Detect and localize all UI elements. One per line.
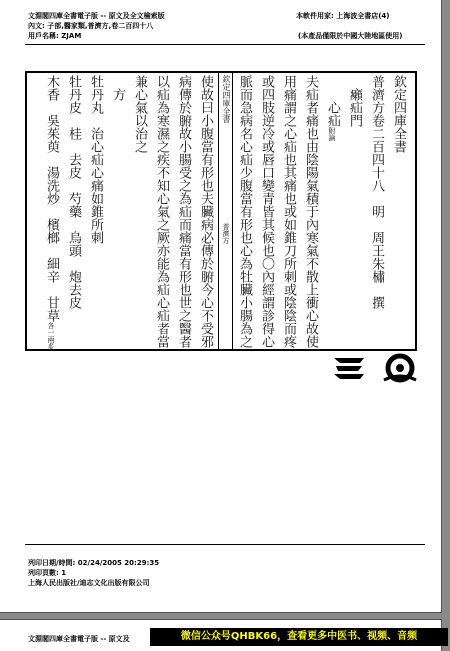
header-left xyxy=(28,11,165,41)
text-column-6: 用痛謂之心疝也其痛也或如錐刀所刺或陰陰而疼 xyxy=(281,75,296,348)
footer-publisher: 上海人民出版社/迪志文化出版有限公司 xyxy=(28,579,150,587)
note-zhi: 炙 xyxy=(47,343,55,350)
text-column-13: 方 xyxy=(110,75,125,101)
text-column-8: 脈而急病名心疝少腹當有形也心為牡臟小腸為之 xyxy=(237,75,252,348)
text-column-5: 夫疝者痛也由陰陽氣積于內寒氣不散上衝心故使 xyxy=(303,75,318,348)
footer-print-pages: 列印頁數: 1 xyxy=(28,569,67,577)
header-left-line1: 文淵閣四庫全書電子版 -- 原文及全文檢索版 xyxy=(28,12,165,20)
text-column-16: 木香 吳茱萸 湯洗炒 檳榔 細辛 甘草各一兩炙 xyxy=(44,75,59,350)
note-fubu: 附論 xyxy=(328,127,336,141)
text-column-12: 兼心氣以治之 xyxy=(132,75,147,153)
text-frame xyxy=(25,71,417,351)
header-right-line2: (本產品僅限於中國大陸地區使用) xyxy=(298,32,403,40)
text-column-7: 或四肢逆冷或唇口變青皆其候也〇內經謂診得心 xyxy=(259,75,274,348)
fold-book-title: 欽定四庫全書 xyxy=(222,75,231,123)
publisher-logo-swirl-icon xyxy=(380,352,420,388)
header-divider xyxy=(25,44,425,45)
note-liang: 兩 xyxy=(47,336,55,343)
fold-section: 普濟方 xyxy=(222,223,230,244)
fold-line-left xyxy=(218,73,219,349)
publisher-logo-s-icon xyxy=(330,352,370,386)
header-left-line2: 內文: 子部,醫家類,普濟方,卷二百四十八 xyxy=(28,22,154,30)
text-column-3: 癩疝門 xyxy=(347,75,362,127)
fold-line-right xyxy=(232,73,233,349)
text-column-11: 以疝為寒濕之疾不知心氣之厥亦能為疝心疝者當 xyxy=(154,75,169,348)
wechat-banner: 微信公众号QHBK66，查看更多中医书、视频、音频 xyxy=(150,628,448,646)
header-left-line3: 用戶名稱: ZJAM xyxy=(28,32,82,40)
text-column-4: 心疝附論 xyxy=(325,75,340,141)
text-column-9: 使故曰小腹當有形也夫臟病必傳於腑今心不受邪 xyxy=(198,75,213,348)
header-right-line1: 本軟件用家: 上海波全書店(4) xyxy=(296,12,390,20)
next-page-header: 文淵閣四庫全書電子版 -- 原文及 xyxy=(28,635,130,643)
footer-print-date: 列印日期/時間: 02/24/2005 20:29:35 xyxy=(28,559,160,567)
text-column-14: 牡丹丸 治心疝心痛如錐所刺 xyxy=(88,75,103,244)
note-ge: 各一 xyxy=(47,322,55,336)
footer-divider xyxy=(25,544,425,545)
text-column-1: 欽定四庫全書 xyxy=(391,75,406,153)
text-column-10: 病傳於腑故小腸受之為疝而痛當有形也世之醫者 xyxy=(176,75,191,348)
text-column-2: 普濟方卷二百四十八 明 周王朱橚 撰 xyxy=(369,75,384,309)
text-column-15: 牡丹皮 桂 去皮 芍藥 烏頭 炮去皮 xyxy=(66,75,81,309)
